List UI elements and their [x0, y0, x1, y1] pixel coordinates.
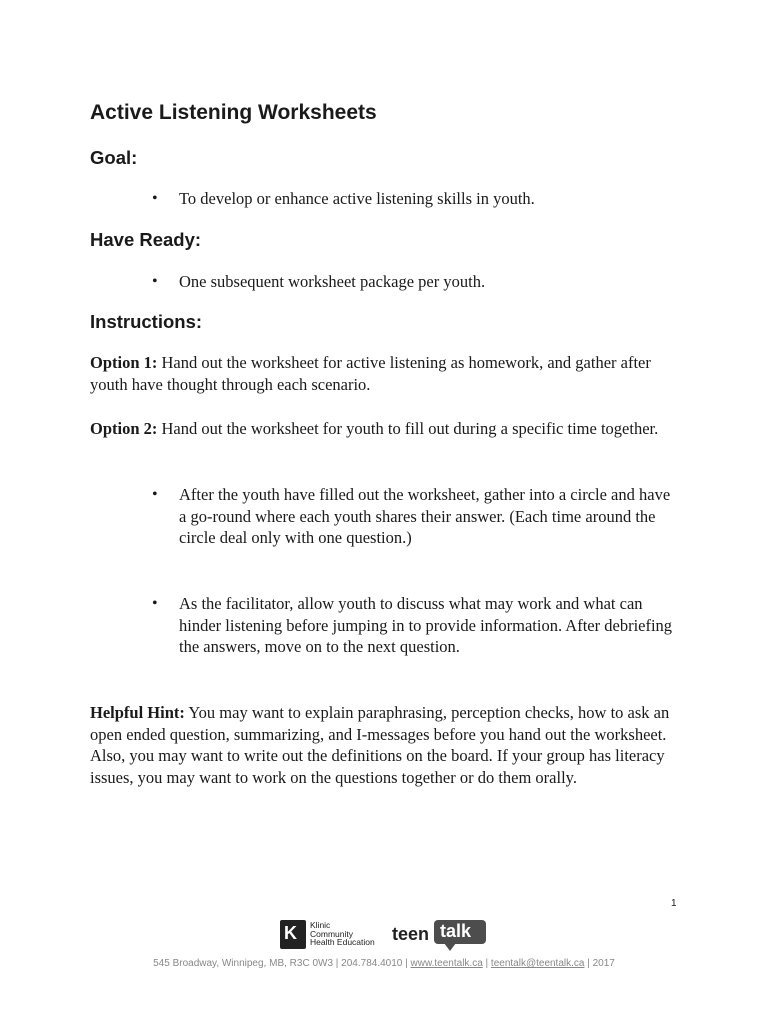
have-ready-heading: Have Ready: [90, 229, 202, 250]
footer-contact-line [0, 958, 768, 969]
footer-logos [280, 918, 490, 952]
goal-heading: Goal: [90, 147, 138, 168]
teen-talk-logo-teen: teen [392, 924, 430, 944]
helpful-hint-text: You may want to explain paraphrasing, perception checks, how to ask an open ended question, summarizing, and I-messages before you hand out the worksheet. Also, you may want to write out the definitions on the board. If your group has literacy issues, you may want to work on the questions together or do them orally. [90, 703, 670, 787]
bullet-icon: • [152, 273, 158, 290]
option1-paragraph [90, 352, 685, 395]
option2-bullet-text: As the facilitator, allow youth to discuss what may work and what can hinder listening before jumping in to provide information. After debriefing the answers, move on to the next question. [179, 594, 673, 656]
klinic-logo-text [310, 921, 375, 947]
teen-talk-logo-talk: talk [440, 921, 472, 941]
page-title: Active Listening Worksheets [90, 101, 377, 124]
option2-label: Option 2: [90, 419, 158, 438]
have-ready-item-text: One subsequent worksheet package per youth. [179, 272, 486, 291]
bullet-icon: • [152, 486, 158, 503]
option2-text: Hand out the worksheet for youth to fill out during a specific time together. [157, 419, 659, 438]
have-ready-list-item [152, 271, 692, 293]
speech-bubble-icon [434, 920, 486, 944]
helpful-hint-paragraph [90, 702, 685, 788]
footer-separator: | [482, 958, 491, 969]
option2-paragraph [90, 418, 685, 440]
goal-list-item [152, 188, 692, 210]
option1-label: Option 1: [90, 353, 158, 372]
instructions-heading: Instructions: [90, 311, 203, 332]
helpful-hint-label: Helpful Hint: [90, 703, 185, 722]
klinic-logo-letter: K [284, 923, 297, 943]
footer-year: | 2017 [584, 958, 615, 969]
bullet-icon: • [152, 595, 158, 612]
email-link[interactable]: teentalk@teentalk.ca [490, 958, 585, 969]
website-link[interactable]: www.teentalk.ca [410, 958, 483, 969]
klinic-logo-icon [280, 920, 306, 949]
option2-bullet-text: After the youth have filled out the worksheet, gather into a circle and have a go-round where each youth shares their answer. (Each time around the circle deal only with one question.) [179, 485, 671, 547]
klinic-line: Klinic [310, 920, 331, 930]
klinic-line: Community [310, 928, 353, 939]
option2-list-item [152, 484, 692, 549]
klinic-line: Health Education [310, 937, 375, 948]
goal-item-text: To develop or enhance active listening skills in youth. [179, 189, 535, 208]
footer-address: 545 Broadway, Winnipeg, MB, R3C 0W3 | 204.784.4010 | [153, 958, 411, 969]
page-number: 1 [671, 898, 677, 909]
option1-text: Hand out the worksheet for active listening as homework, and gather after youth have thought through each scenario. [90, 353, 651, 394]
bullet-icon: • [152, 190, 158, 207]
option2-list-item [152, 593, 692, 658]
